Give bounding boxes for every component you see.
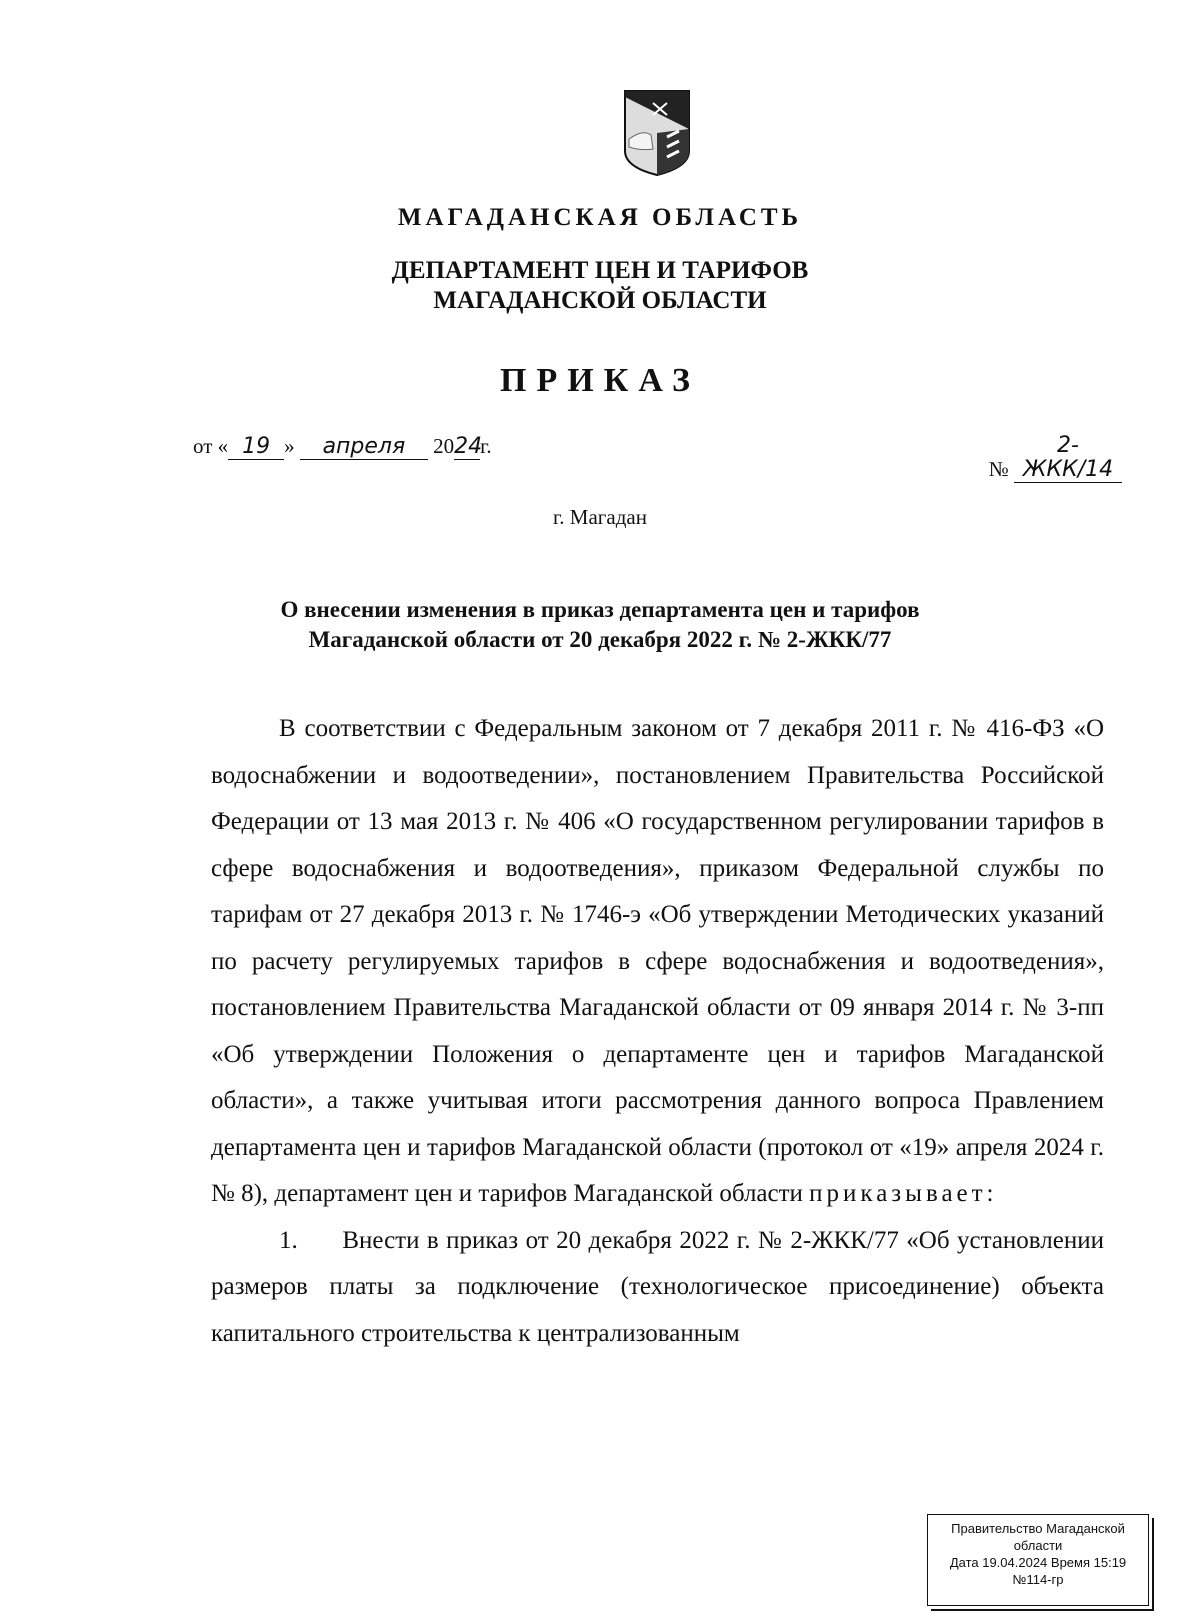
orders-keyword: приказывает:: [809, 1180, 998, 1207]
document-type-heading: ПРИКАЗ: [500, 362, 700, 399]
date-line: [193, 434, 492, 460]
department-heading: [0, 256, 1200, 316]
date-day: 19: [228, 435, 284, 460]
date-year-suffix: 24: [454, 434, 483, 459]
region-heading: МАГАДАНСКАЯ ОБЛАСТЬ: [397, 204, 803, 231]
department-heading-line1: ДЕПАРТАМЕНТ ЦЕН И ТАРИФОВ: [391, 257, 809, 284]
stamp-line3: Дата 19.04.2024 Время 15:19: [949, 1555, 1127, 1570]
preamble-paragraph: [211, 706, 1104, 1218]
preamble-text: В соответствии с Федеральным законом от 7 декабря 2011 г. № 416-ФЗ «О водоснабжении и водоотведении», постановлением Правительства Российской Федерации от 13 мая 2013 г. № 406 «О государственном регулировании тарифов в сфере водоснабжения и водоотведения», приказом Федеральной службы по тарифам от 27 декабря 2013 г. № 1746-э «Об утверждении Методических указаний по расчету регулируемых тарифов в сфере водоснабжения и водоотведения», постановлением Правительства Магаданской области от 09 января 2014 г. № 3-пп «Об утверждении Положения о департаменте цен и тарифов Магаданской области», а также учитывая итоги рассмотрения данного вопроса Правлением департамента цен и тарифов Магаданской области (протокол от «19» апреля 2024 г. № 8), департамент цен и тарифов Магаданской области: [211, 715, 1104, 1207]
city-line: г. Магадан: [553, 505, 647, 529]
date-month: апреля: [300, 435, 428, 460]
body-text: [211, 706, 1111, 1357]
stamp-line2: области: [1013, 1538, 1063, 1553]
stamp-line1: Правительство Магаданской: [951, 1521, 1125, 1536]
date-prefix: от «: [193, 434, 229, 458]
document-number: [989, 434, 1122, 483]
order-title-line1: О внесении изменения в приказ департамента цен и тарифов: [280, 597, 920, 622]
registration-stamp: [927, 1514, 1149, 1606]
order-title: [0, 595, 1200, 655]
order-title-line2: Магаданской области от 20 декабря 2022 г. № 2-ЖКК/77: [308, 627, 892, 652]
stamp-line4: №114-гр: [1012, 1572, 1064, 1587]
date-year-prefix: 20: [433, 434, 455, 458]
number-prefix: №: [988, 457, 1009, 481]
department-heading-line2: МАГАДАНСКОЙ ОБЛАСТИ: [433, 287, 767, 314]
clause-1-paragraph: 1. Внести в приказ от 20 декабря 2022 г. № 2-ЖКК/77 «Об установлении размеров платы за подключение (технологическое присоединение) объекта капитального строительства к централизованным: [211, 1226, 1111, 1347]
coat-of-arms-icon: [623, 89, 691, 177]
date-year-end: г.: [480, 434, 492, 458]
number-value: 2-ЖКК/14: [1014, 434, 1122, 483]
date-mid: »: [284, 434, 295, 458]
